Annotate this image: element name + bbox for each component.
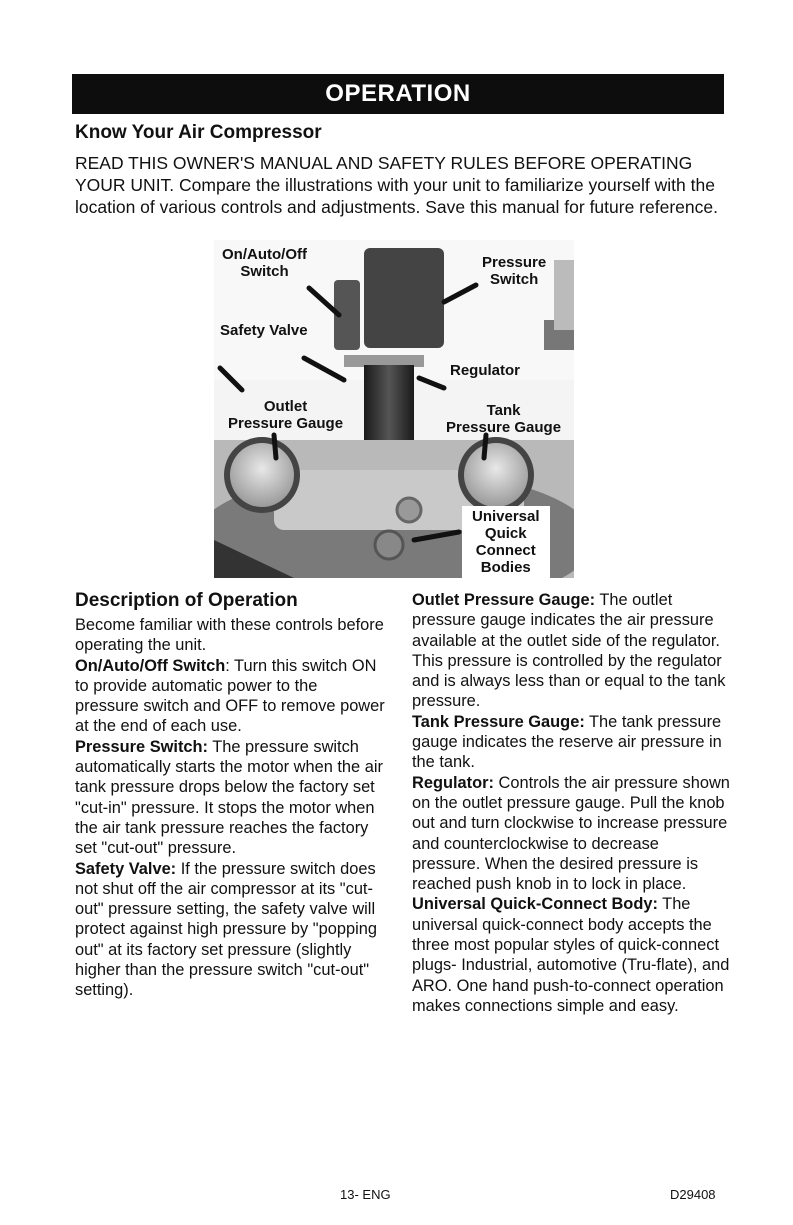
banner-title: OPERATION [325, 80, 471, 107]
term: Outlet Pressure Gauge: [412, 591, 596, 609]
term: Regulator: [412, 773, 494, 792]
intro-paragraph: READ THIS OWNER'S MANUAL AND SAFETY RULES BEFORE OPERATING YOUR UNIT. Compare the illustrations with your unit to familiarize yourself with the location of various controls and adjustments. Save this manual for future reference. [75, 153, 718, 217]
definition: Controls the air pressure shown on the outlet pressure gauge. Pull the knob out and turn clockwise to increase pressure and counterclockwise to decrease pressure. When the desired pressure is reached push knob in to lock in place. [412, 773, 730, 894]
on-auto-off-switch-paragraph [75, 656, 385, 737]
definition: The outlet pressure gauge indicates the air pressure available at the outlet side of the regulator. This pressure is controlled by the regulator and is always less than or equal to the tank pressure. [412, 591, 726, 711]
outlet-pressure-gauge-paragraph [412, 590, 730, 712]
callout-line: Pressure Gauge [228, 415, 344, 432]
term: On/Auto/Off Switch [75, 656, 226, 675]
term: Pressure Switch: [75, 737, 208, 756]
section-title: Know Your Air Compressor [75, 122, 322, 143]
right-column [412, 590, 730, 1016]
callout-tank-pressure-gauge [446, 402, 561, 436]
page-number: 13- ENG [340, 1187, 391, 1202]
definition: : Turn this switch ON to provide automatic power to the pressure switch and OFF to remove power at the end of each use. [75, 656, 385, 736]
pressure-switch-paragraph [75, 737, 385, 859]
callout-line: Universal [472, 508, 540, 525]
term: Tank Pressure Gauge: [412, 712, 585, 731]
callout-line: On/Auto/Off [222, 246, 307, 263]
definition: The pressure switch automatically starts the motor when the air tank pressure drops below the factory set "cut-in" pressure. It stops the motor when the air tank pressure reaches the factory set "cut-out" pressure. [75, 737, 383, 858]
callout-pressure-switch [482, 254, 546, 288]
callout-line: Pressure [482, 254, 547, 271]
callout-line: Switch [240, 263, 289, 280]
compressor-photo [214, 240, 574, 578]
term: Safety Valve: [75, 859, 177, 878]
document-code: D29408 [670, 1187, 716, 1202]
callout-line: Tank [486, 402, 521, 419]
term: Universal Quick-Connect Body: [412, 895, 658, 914]
callout-line: Outlet [263, 398, 308, 415]
definition: The tank pressure gauge indicates the reserve air pressure in the tank. [412, 712, 722, 772]
regulator-paragraph [412, 773, 730, 895]
callout-line: Pressure Gauge [446, 419, 562, 436]
callout-line: Switch [489, 271, 539, 288]
callout-regulator: Regulator [450, 362, 521, 379]
tank-pressure-gauge-paragraph [412, 712, 730, 773]
definition: If the pressure switch does not shut off the air compressor at its "cut-out" pressure setting, the safety valve will protect against high pressure by "popping out" at its factory set pressure (slightly higher than the pressure switch "cut-out" setting). [75, 859, 377, 1000]
callout-safety-valve: Safety Valve [220, 322, 308, 339]
callout-quick-connect-bodies [462, 506, 550, 578]
description-intro: Become familiar with these controls before operating the unit. [75, 616, 384, 655]
quick-connect-paragraph [412, 894, 730, 1016]
safety-valve-paragraph [75, 859, 385, 1001]
callout-outlet-pressure-gauge [228, 398, 343, 432]
section-banner [72, 74, 724, 114]
callout-line: Connect [475, 542, 536, 559]
callout-line: Quick [484, 525, 527, 542]
callout-on-auto-off-switch [222, 246, 307, 280]
callout-line: Bodies [480, 559, 531, 576]
left-column [75, 590, 385, 1001]
definition: The universal quick-connect body accepts the three most popular styles of quick-connect plugs- Industrial, automotive (Tru-flate), and ARO. One hand push-to-connect operation makes connections simple and easy. [412, 895, 730, 1015]
description-heading: Description of Operation [75, 590, 298, 611]
